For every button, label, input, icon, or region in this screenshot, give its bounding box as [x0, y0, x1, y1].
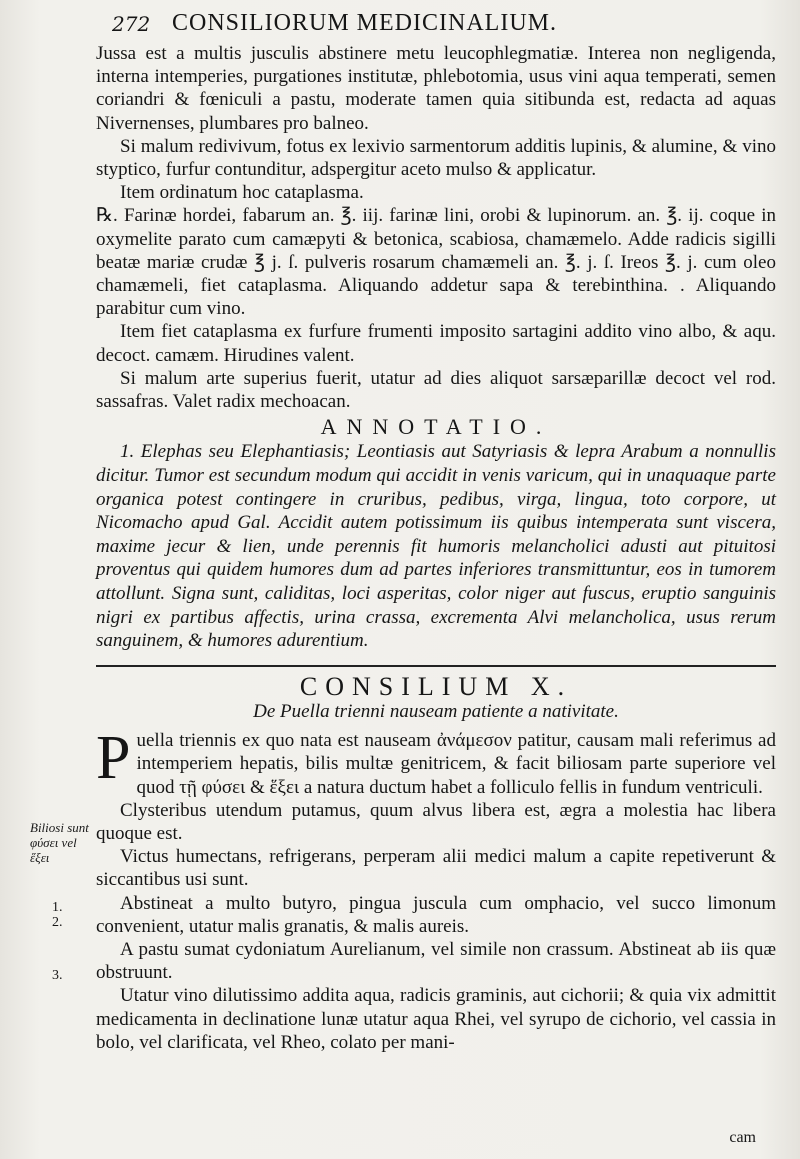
paragraph: A pastu sumat cydoniatum Aurelianum, vel simile non crassum. Abstineat ab iis quæ obstruunt. — [96, 939, 776, 984]
annotatio-text: 1. Elephas seu Elephantiasis; Leontiasis aut Satyriasis & lepra Arabum a nonnullis dicitur. Tumor est secundum modum qui accidit in venis varicum, qui in unaquaque parte organica potest contingere in cruribus, pedibus, virga, lingua, toto corpore, ut Nicomacho apud Gal. Accidit autem potissimum iis quibus intemperata sunt viscera, maxime jecur & lien, unde perennis fit humoris melancholici adusti aut pituitosi proventus qui quidem humores dum ad partes inferiores transmittuntur, eos in tumorem attollunt. Signa sunt, caliditas, loci asperitas, color niger aut fuscus, eruptio sanguinis nigri ex partibus affectis, urina crassa, excrementa Alvi melancholica, usus rerum sanguinem, & humores adurentium. — [96, 441, 776, 652]
page-header — [112, 8, 760, 40]
running-head: CONSILIORUM MEDICINALIUM. — [172, 10, 557, 36]
drop-cap: P — [96, 724, 131, 793]
paragraph: Clysteribus utendum putamus, quum alvus libera est, ægra a molestia hac libera quoque est. — [96, 799, 776, 845]
section-divider — [96, 665, 776, 667]
consilium-heading: CONSILIUM X. — [299, 671, 573, 701]
paragraph: Victus humectans, refrigerans, perperam alii medici malum a capite repetiverunt & siccantibus usi sunt. — [96, 846, 776, 891]
consilium-first-paragraph — [96, 724, 776, 799]
consilium-subtitle: De Puella trienni nauseam patiente a nativitate. — [253, 701, 619, 722]
margin-number: 1. — [52, 900, 63, 915]
page-number: 272 — [112, 12, 151, 36]
main-text — [96, 42, 776, 1054]
paragraph: Abstineat a multo butyro, pingua juscula cum omphacio, vel succo limonum convenient, utatur malis granatis, & malis aureis. — [96, 892, 776, 937]
paragraph: Utatur vino dilutissimo addita aqua, radicis graminis, aut cichorii; & quia vix admittit medicamenta in declinatione lunæ utatur aqua Rhei, vel syrupo de cichorio, vel cassia in bolo, vel clarificata, vel Rheo, colato per mani- — [96, 985, 776, 1053]
margin-number: 2. — [52, 915, 63, 930]
margin-note: Biliosi sunt φύσει vel ἕξει — [30, 820, 89, 865]
paragraph: Item fiet cataplasma ex furfure frumenti imposito sartagini addito vino albo, & aqu. decoct. camæm. Hirudines valent. — [96, 321, 776, 366]
paragraph: Item ordinatum hoc cataplasma. — [120, 182, 364, 204]
recipe-paragraph: ℞. Farinæ hordei, fabarum an. ℥. iij. farinæ lini, orobi & lupinorum. an. ℥. ij. coque in oxymelite parato cum camæpyti & betonica, scabiosa, chamæmelo. Adde radicis sigilli beatæ mariæ crudæ ℥ j. ſ. pulveris rosarum chamæmeli an. ℥. j. ſ. Ireos ℥. j. cum oleo chamæmeli, fiet cataplasma. Aliquando addetur sapa & terebinthina. . Aliquando parabitur cum vino. — [96, 205, 776, 320]
paragraph: Si malum redivivum, fotus ex lexivio sarmentorum additis lupinis, & alumine, & vino styptico, furfur contunditur, adspergitur aceto mulso & applicatur. — [96, 135, 776, 181]
first-paragraph-text: uella triennis ex quo nata est nauseam ἀνάμεσον patitur, causam mali referimus ad intemperiem hepatis, bilis multæ genitricem, & facit biliosam parte superiore vel quod τῇ φύσει & ἕξει a natura ductum habet a folliculo fellis in fundum ventriculi. — [136, 730, 776, 798]
catchword: cam — [729, 1129, 756, 1146]
annotatio-heading: ANNOTATIO. — [320, 414, 552, 440]
margin-number: 3. — [52, 968, 63, 983]
paragraph: Jussa est a multis jusculis abstinere metu leucophlegmatiæ. Interea non negligenda, interna intemperies, purgationes institutæ, phlebotomia, usus vini aqua temperati, semen coriandri & fœniculi a pastu, moderate tamen quia sitibunda est, redacta ad aquas Nivernenses, plumbares pro balneo. — [96, 43, 776, 134]
paragraph: Si malum arte superius fuerit, utatur ad dies aliquot sarsæparillæ decoct vel rod. sassafras. Valet radix mechoacan. — [96, 367, 776, 413]
